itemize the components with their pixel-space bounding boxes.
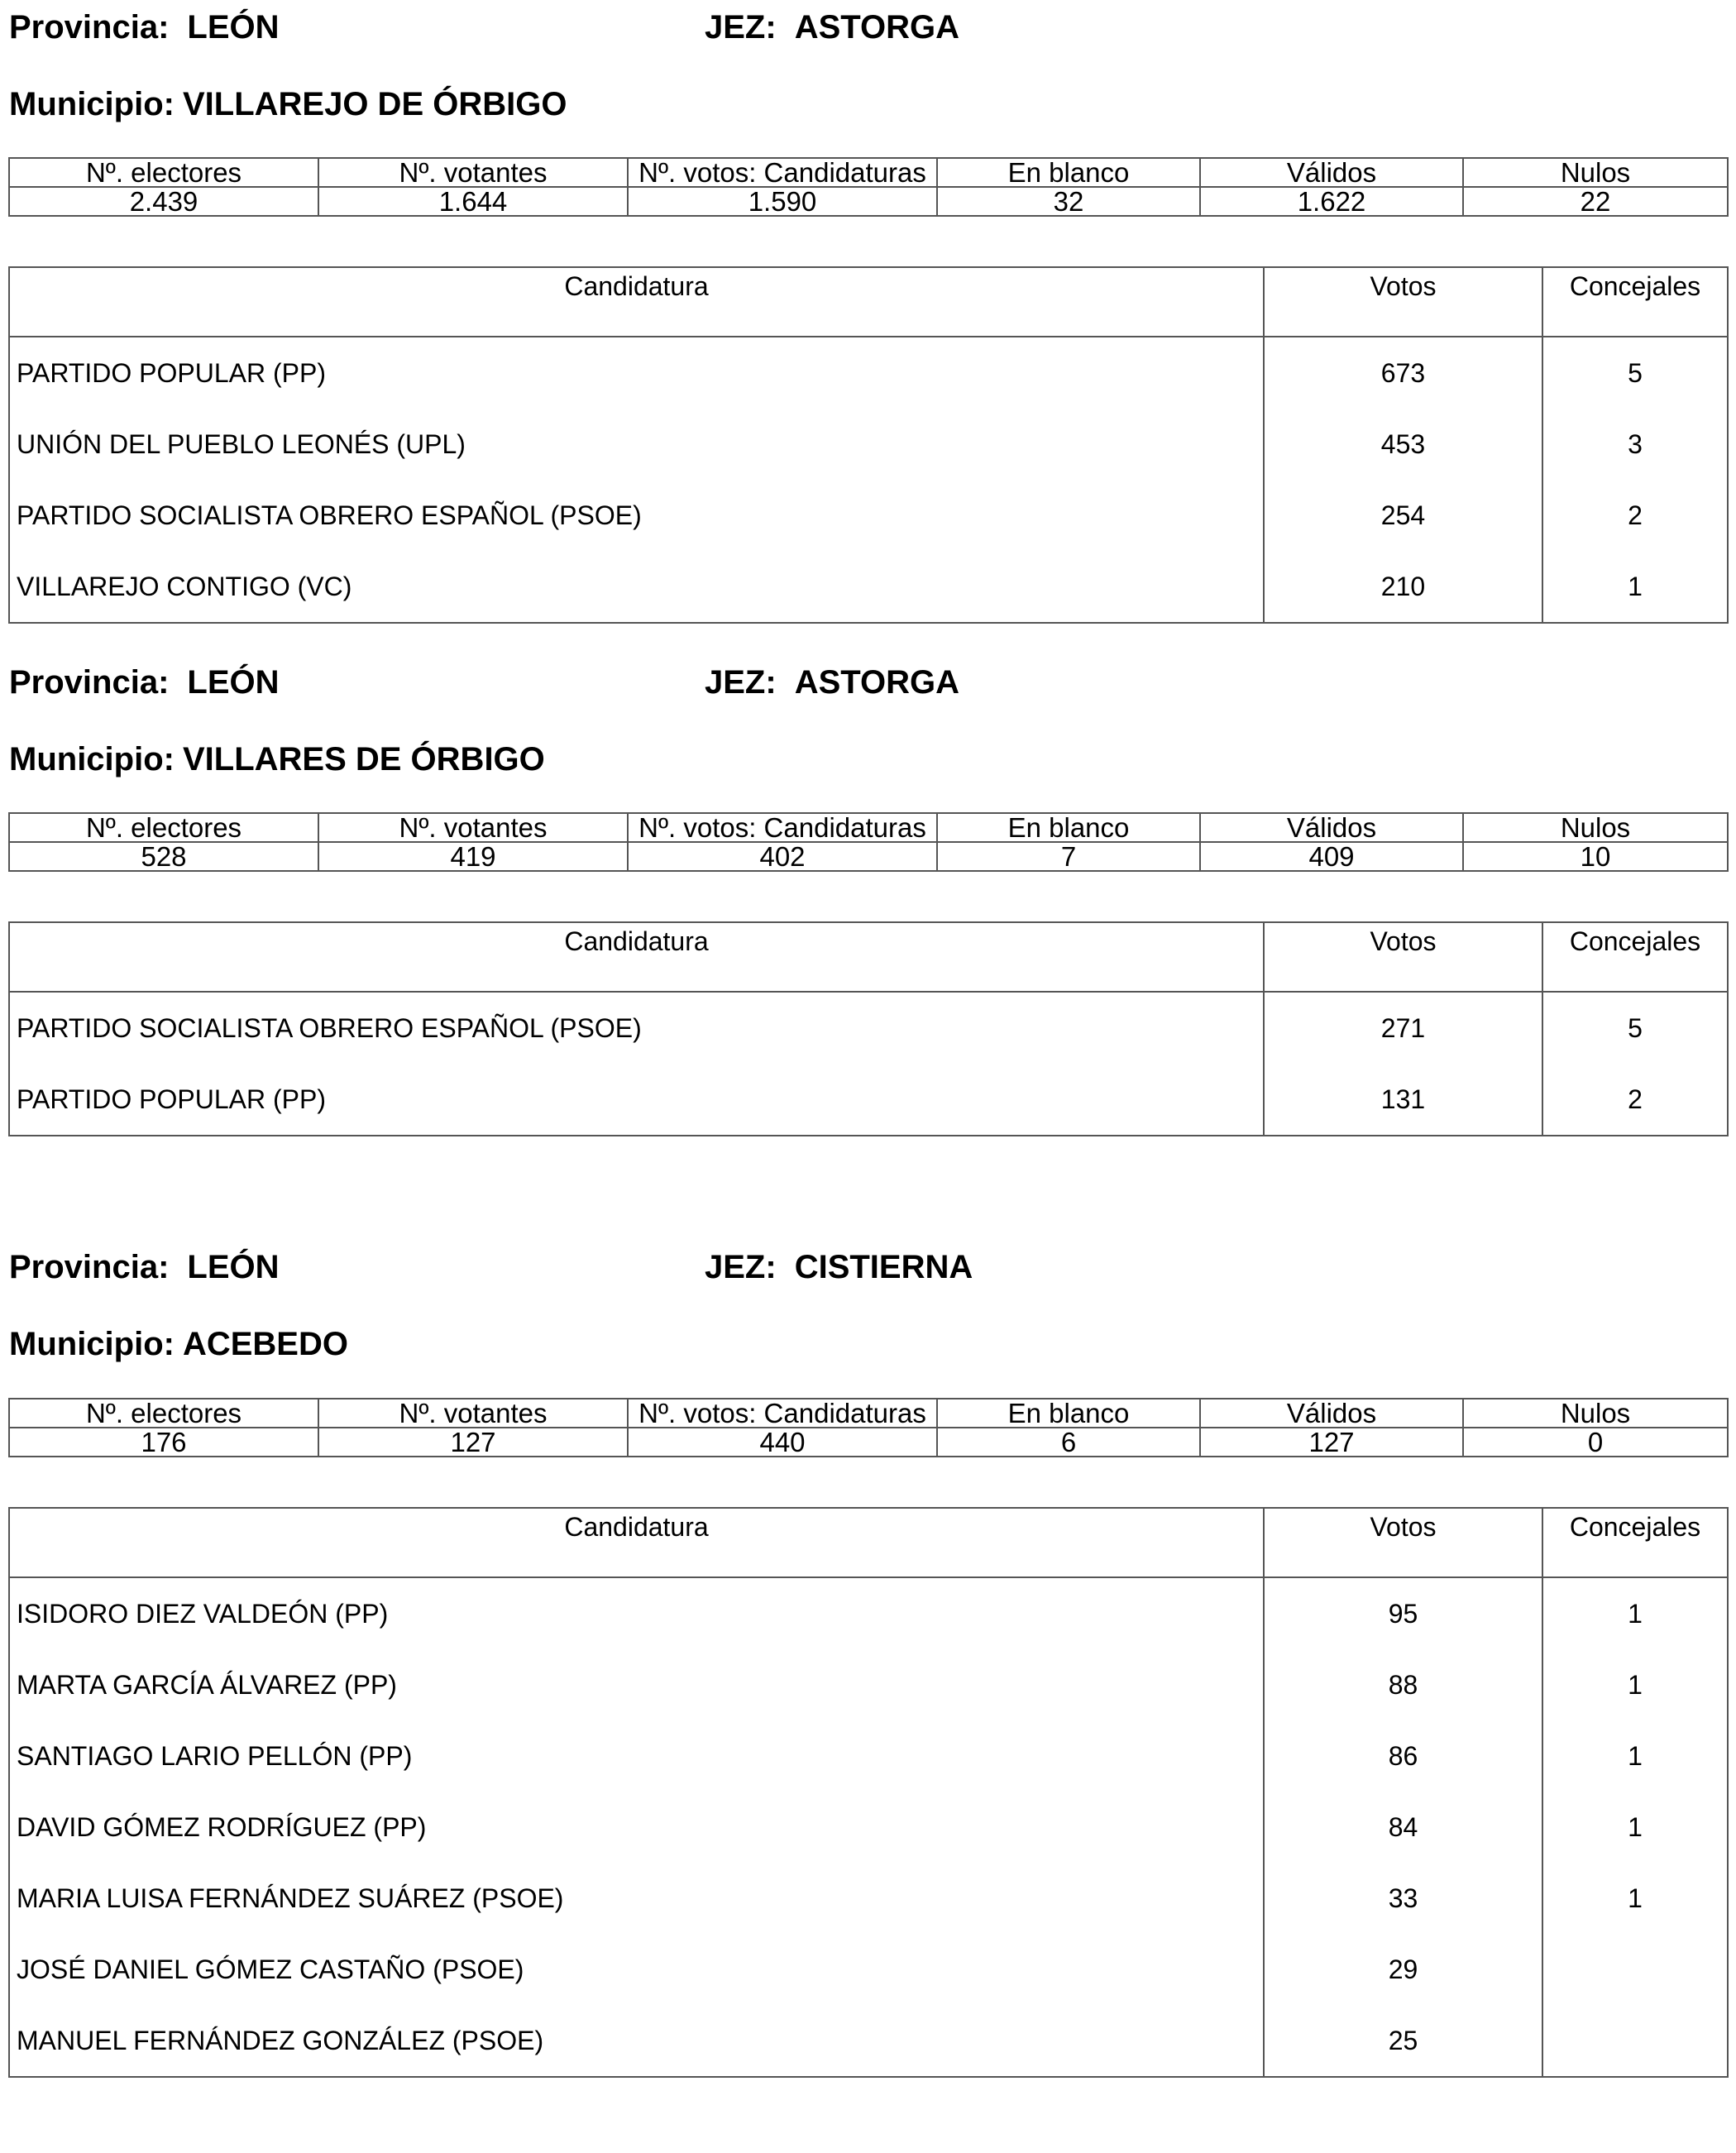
candidatura-concejales: 3	[1542, 409, 1728, 480]
candidatura-votos: 86	[1264, 1720, 1542, 1792]
jez-heading: JEZ: CISTIERNA	[705, 1249, 973, 1285]
value-nulos: 22	[1463, 187, 1728, 216]
candidatura-concejales	[1542, 1934, 1728, 2005]
col-candidatura: Candidatura	[9, 922, 1264, 992]
candidatura-concejales: 1	[1542, 1720, 1728, 1792]
candidatura-row	[9, 409, 1728, 480]
value-electores: 2.439	[9, 187, 318, 216]
jez-heading: JEZ: ASTORGA	[705, 664, 959, 701]
col-votos: Votos	[1264, 1508, 1542, 1577]
stats-header-row	[9, 158, 1728, 187]
col-concejales: Concejales	[1542, 267, 1728, 337]
value-votantes: 127	[318, 1428, 628, 1457]
provincia-heading: Provincia: LEÓN	[9, 1249, 280, 1285]
candidatura-row	[9, 551, 1728, 623]
candidatura-table	[8, 1507, 1729, 2078]
stats-table	[8, 157, 1729, 217]
col-nulos: Nulos	[1463, 813, 1728, 842]
provincia-value: LEÓN	[187, 664, 280, 701]
value-validos: 409	[1200, 842, 1463, 871]
candidatura-concejales: 1	[1542, 1792, 1728, 1863]
candidatura-name: ISIDORO DIEZ VALDEÓN (PP)	[9, 1577, 1264, 1649]
provincia-heading: Provincia: LEÓN	[9, 664, 280, 701]
candidatura-name: MARIA LUISA FERNÁNDEZ SUÁREZ (PSOE)	[9, 1863, 1264, 1934]
value-votantes: 419	[318, 842, 628, 871]
col-nulos: Nulos	[1463, 158, 1728, 187]
value-electores: 176	[9, 1428, 318, 1457]
candidatura-row	[9, 1792, 1728, 1863]
col-validos: Válidos	[1200, 813, 1463, 842]
candidatura-votos: 210	[1264, 551, 1542, 623]
col-votos: Votos	[1264, 922, 1542, 992]
col-electores: Nº. electores	[9, 1399, 318, 1428]
candidatura-row	[9, 1720, 1728, 1792]
candidatura-name: VILLAREJO CONTIGO (VC)	[9, 551, 1264, 623]
stats-table	[8, 1398, 1729, 1457]
municipio-heading: Municipio: VILLAREJO DE ÓRBIGO	[9, 86, 567, 122]
municipio-heading: Municipio: VILLARES DE ÓRBIGO	[9, 741, 545, 777]
candidatura-concejales	[1542, 2005, 1728, 2077]
candidatura-name: UNIÓN DEL PUEBLO LEONÉS (UPL)	[9, 409, 1264, 480]
jez-value: ASTORGA	[794, 664, 959, 701]
candidatura-concejales: 2	[1542, 480, 1728, 551]
candidatura-name: PARTIDO SOCIALISTA OBRERO ESPAÑOL (PSOE)	[9, 992, 1264, 1064]
candidatura-votos: 88	[1264, 1649, 1542, 1720]
candidatura-votos: 131	[1264, 1064, 1542, 1136]
candidatura-row	[9, 1934, 1728, 2005]
candidatura-header-row	[9, 1508, 1728, 1577]
candidatura-votos: 95	[1264, 1577, 1542, 1649]
col-electores: Nº. electores	[9, 813, 318, 842]
candidatura-name: PARTIDO POPULAR (PP)	[9, 1064, 1264, 1136]
stats-value-row	[9, 1428, 1728, 1457]
candidatura-row	[9, 480, 1728, 551]
value-votos-candidaturas: 440	[628, 1428, 937, 1457]
candidatura-row	[9, 1649, 1728, 1720]
value-nulos: 10	[1463, 842, 1728, 871]
provincia-value: LEÓN	[187, 1249, 280, 1285]
candidatura-votos: 254	[1264, 480, 1542, 551]
col-concejales: Concejales	[1542, 1508, 1728, 1577]
col-votantes: Nº. votantes	[318, 1399, 628, 1428]
jez-value: ASTORGA	[794, 9, 959, 45]
candidatura-row	[9, 2005, 1728, 2077]
value-votos-candidaturas: 1.590	[628, 187, 937, 216]
candidatura-table	[8, 921, 1729, 1136]
candidatura-name: MARTA GARCÍA ÁLVAREZ (PP)	[9, 1649, 1264, 1720]
col-electores: Nº. electores	[9, 158, 318, 187]
value-en-blanco: 6	[937, 1428, 1200, 1457]
candidatura-votos: 673	[1264, 337, 1542, 409]
candidatura-concejales: 1	[1542, 1863, 1728, 1934]
municipio-value: VILLARES DE ÓRBIGO	[182, 741, 545, 777]
col-en-blanco: En blanco	[937, 158, 1200, 187]
provincia-heading: Provincia: LEÓN	[9, 9, 280, 45]
col-votos-candidaturas: Nº. votos: Candidaturas	[628, 1399, 937, 1428]
jez-heading: JEZ: ASTORGA	[705, 9, 959, 45]
jez-value: CISTIERNA	[794, 1249, 973, 1285]
candidatura-header-row	[9, 267, 1728, 337]
candidatura-concejales: 1	[1542, 1577, 1728, 1649]
value-validos: 127	[1200, 1428, 1463, 1457]
value-nulos: 0	[1463, 1428, 1728, 1457]
candidatura-row	[9, 1577, 1728, 1649]
candidatura-votos: 271	[1264, 992, 1542, 1064]
col-validos: Válidos	[1200, 158, 1463, 187]
value-votos-candidaturas: 402	[628, 842, 937, 871]
col-candidatura: Candidatura	[9, 267, 1264, 337]
stats-header-row	[9, 1399, 1728, 1428]
municipio-value: ACEBEDO	[182, 1326, 348, 1362]
col-votantes: Nº. votantes	[318, 813, 628, 842]
candidatura-table	[8, 266, 1729, 624]
col-candidatura: Candidatura	[9, 1508, 1264, 1577]
candidatura-row	[9, 337, 1728, 409]
candidatura-votos: 453	[1264, 409, 1542, 480]
candidatura-name: DAVID GÓMEZ RODRÍGUEZ (PP)	[9, 1792, 1264, 1863]
col-votos: Votos	[1264, 267, 1542, 337]
candidatura-votos: 29	[1264, 1934, 1542, 2005]
stats-header-row	[9, 813, 1728, 842]
candidatura-concejales: 1	[1542, 551, 1728, 623]
candidatura-votos: 33	[1264, 1863, 1542, 1934]
municipio-heading: Municipio: ACEBEDO	[9, 1326, 348, 1362]
candidatura-votos: 25	[1264, 2005, 1542, 2077]
col-votantes: Nº. votantes	[318, 158, 628, 187]
candidatura-name: PARTIDO POPULAR (PP)	[9, 337, 1264, 409]
candidatura-row	[9, 1064, 1728, 1136]
col-votos-candidaturas: Nº. votos: Candidaturas	[628, 158, 937, 187]
candidatura-row	[9, 992, 1728, 1064]
candidatura-row	[9, 1863, 1728, 1934]
candidatura-name: JOSÉ DANIEL GÓMEZ CASTAÑO (PSOE)	[9, 1934, 1264, 2005]
candidatura-header-row	[9, 922, 1728, 992]
candidatura-concejales: 5	[1542, 992, 1728, 1064]
value-en-blanco: 7	[937, 842, 1200, 871]
stats-value-row	[9, 187, 1728, 216]
stats-value-row	[9, 842, 1728, 871]
candidatura-name: PARTIDO SOCIALISTA OBRERO ESPAÑOL (PSOE)	[9, 480, 1264, 551]
candidatura-votos: 84	[1264, 1792, 1542, 1863]
col-validos: Válidos	[1200, 1399, 1463, 1428]
value-validos: 1.622	[1200, 187, 1463, 216]
value-en-blanco: 32	[937, 187, 1200, 216]
candidatura-concejales: 5	[1542, 337, 1728, 409]
candidatura-name: SANTIAGO LARIO PELLÓN (PP)	[9, 1720, 1264, 1792]
stats-table	[8, 812, 1729, 872]
col-votos-candidaturas: Nº. votos: Candidaturas	[628, 813, 937, 842]
col-en-blanco: En blanco	[937, 813, 1200, 842]
col-nulos: Nulos	[1463, 1399, 1728, 1428]
col-concejales: Concejales	[1542, 922, 1728, 992]
candidatura-concejales: 2	[1542, 1064, 1728, 1136]
col-en-blanco: En blanco	[937, 1399, 1200, 1428]
candidatura-concejales: 1	[1542, 1649, 1728, 1720]
value-electores: 528	[9, 842, 318, 871]
municipio-value: VILLAREJO DE ÓRBIGO	[182, 86, 567, 122]
candidatura-name: MANUEL FERNÁNDEZ GONZÁLEZ (PSOE)	[9, 2005, 1264, 2077]
provincia-value: LEÓN	[187, 9, 280, 45]
value-votantes: 1.644	[318, 187, 628, 216]
